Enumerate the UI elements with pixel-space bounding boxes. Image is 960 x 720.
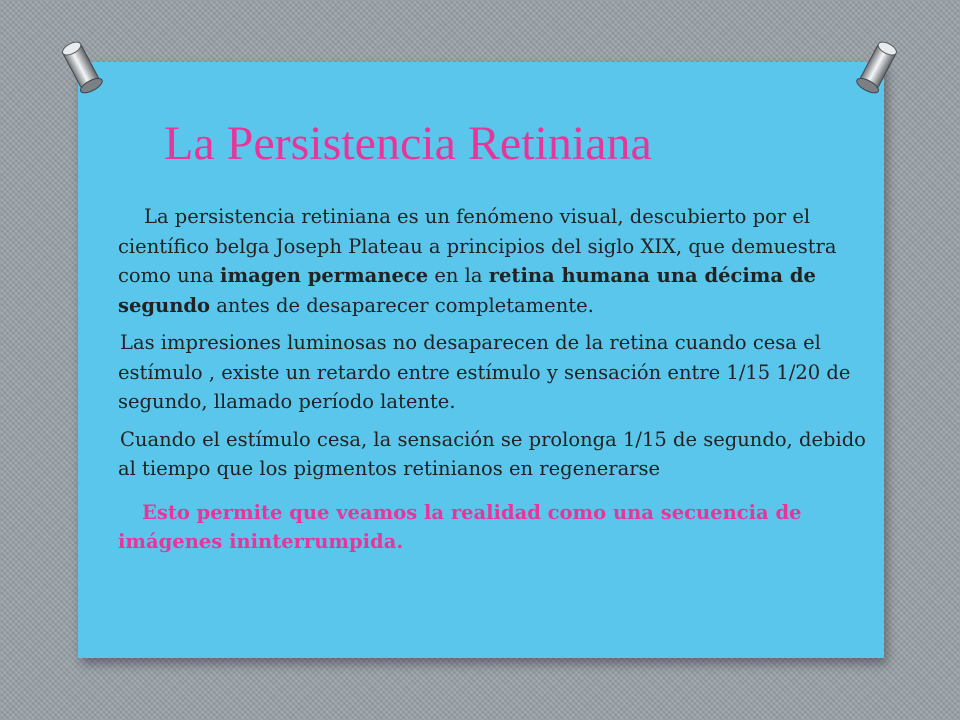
emphasis-text: imagen permanece: [220, 264, 429, 287]
paragraph-plateau: [118, 202, 866, 320]
emphasis-text: retina humana una décima de segundo: [118, 264, 816, 317]
paragraph-text: en la: [428, 264, 489, 287]
slide-title: La Persistencia Retiniana: [164, 117, 652, 170]
paragraph-impresiones: Las impresiones luminosas no desaparecen de la retina cuando cesa el estímulo , existe un retardo entre estímulo y sensación entre 1/15 1/20 de segundo, llamado período latente.: [118, 331, 851, 413]
paragraph-estimulo: Cuando el estímulo cesa, la sensación se prolonga 1/15 de segundo, debido al tiempo que los pigmentos retinianos en regenerarse: [118, 427, 866, 480]
slide-body: [118, 202, 866, 565]
paragraph-conclusion: Esto permite que veamos la realidad como una secuencia de imágenes ininterrumpida.: [118, 500, 802, 553]
paragraph-text: antes de desaparecer completamente.: [210, 293, 594, 317]
paragraph-text: La persistencia retiniana es un fenómeno visual, descubierto por el científico belga Joseph Plateau a principios del siglo XIX, que demuestra como una: [118, 205, 837, 287]
